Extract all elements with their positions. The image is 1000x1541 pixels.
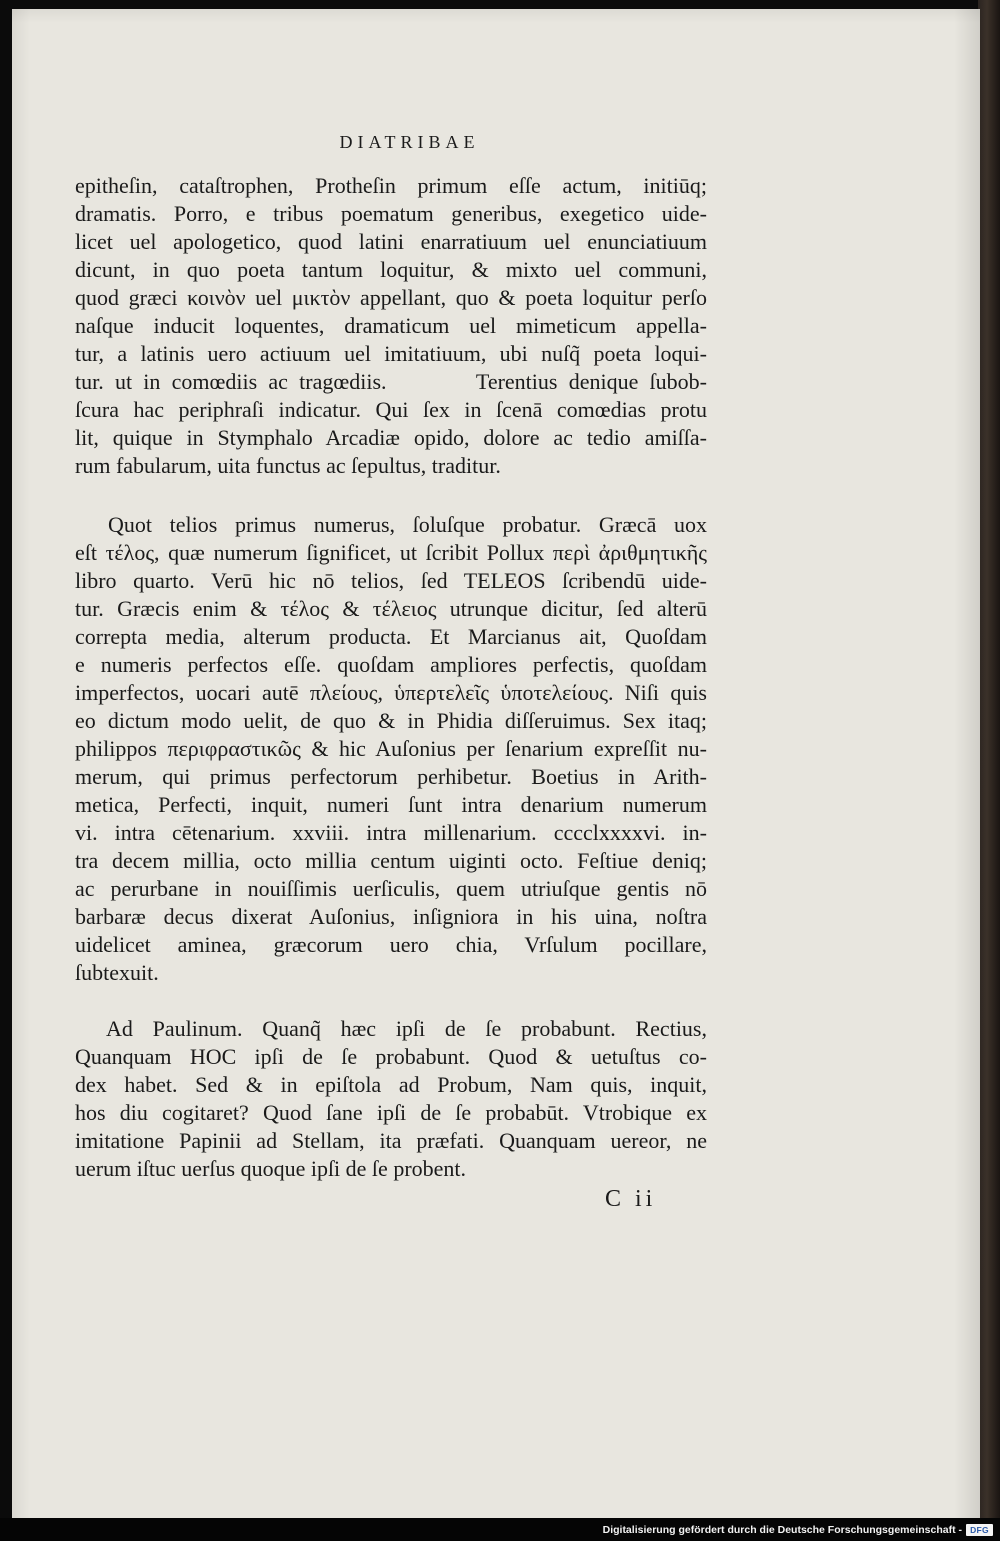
text-line-content: Quot telios primus numerus, ſoluſque probatur. Græcā uox: [108, 512, 707, 537]
text-line-content: licet uel apologetico, quod latini enarratiuum uel enunciatiuum: [75, 229, 707, 254]
text-line-content: tur. ut in comœdiis ac tragœdiis. Terentius denique ſubob-: [75, 369, 707, 394]
text-line-content: lit, quique in Stymphalo Arcadiæ opido, dolore ac tedio amiſſa-: [75, 425, 707, 450]
text-line: [75, 256, 707, 284]
text-line: [75, 340, 707, 368]
text-line-content: dex habet. Sed & in epiſtola ad Probum, Nam quis, inquit,: [75, 1072, 707, 1097]
signature-mark: C ii: [605, 1186, 657, 1212]
page-sheet: [12, 9, 980, 1518]
text-line-content: ac perurbane in nouiſſimis uerſiculis, quem utriuſque gentis nō: [75, 876, 707, 901]
text-line-content: imperfectos, uocari autē πλείους, ὑπερτελεῖς ὑποτελείους. Niſi quis: [75, 680, 707, 705]
text-line: [75, 1015, 707, 1043]
text-line-content: tra decem millia, octo millia centum uiginti octo. Feſtiue deniq;: [75, 848, 707, 873]
text-line-content: barbaræ decus dixerat Auſonius, inſigniora in his uina, noſtra: [75, 904, 707, 929]
text-line-content: ſcura hac periphraſi indicatur. Qui ſex in ſcenā comœdias protu: [75, 397, 707, 422]
text-line-content: merum, qui primus perfectorum perhibetur. Boetius in Arith-: [75, 764, 707, 789]
text-line: [75, 651, 707, 679]
text-line-content: naſque inducit loquentes, dramaticum uel mimeticum appella-: [75, 313, 707, 338]
text-line: [75, 396, 707, 424]
digitization-credit: Digitalisierung gefördert durch die Deutsche Forschungsgemeinschaft -: [602, 1524, 962, 1536]
text-line-content: quod græci κοινὸν uel μικτὸν appellant, quo & poeta loquitur perſo: [75, 285, 707, 310]
text-line: [75, 424, 707, 452]
text-line-content: dicunt, in quo poeta tantum loquitur, & mixto uel communi,: [75, 257, 707, 282]
text-line-content: libro quarto. Verū hic nō telios, ſed TELEOS ſcribendū uide-: [75, 568, 707, 593]
text-line: [75, 511, 707, 539]
text-line-content: uidelicet aminea, græcorum uero chia, Vrſulum pocillare,: [75, 932, 707, 957]
text-line: [75, 1099, 707, 1127]
text-line-content: tur. Græcis enim & τέλος & τέλειος utrunque dicitur, ſed alterū: [75, 596, 707, 621]
text-line: [75, 172, 707, 200]
text-line: [75, 228, 707, 256]
footer-band: [0, 1518, 1000, 1541]
text-line: [75, 1043, 707, 1071]
text-line-content: ſubtexuit.: [75, 960, 159, 985]
text-line: [75, 200, 707, 228]
text-line-content: correpta media, alterum producta. Et Marcianus ait, Quoſdam: [75, 624, 707, 649]
text-line: [75, 539, 707, 567]
text-line: [75, 959, 707, 987]
text-line-content: vi. intra cētenarium. xxviii. intra millenarium. cccclxxxxvi. in-: [75, 820, 707, 845]
text-line: [75, 707, 707, 735]
text-line: [75, 595, 707, 623]
text-line: [75, 1155, 707, 1183]
text-line-content: Quanquam HOC ipſi de ſe probabunt. Quod & uetuſtus co-: [75, 1044, 707, 1069]
text-line-content: metica, Perfecti, inquit, numeri ſunt intra denarium numerum: [75, 792, 707, 817]
text-line-content: imitatione Papinii ad Stellam, ita præfati. Quanquam uereor, ne: [75, 1128, 707, 1153]
book-binding-edge: [978, 0, 1000, 1518]
text-line: [75, 903, 707, 931]
text-line-content: tur, a latinis uero actiuum uel imitatiuum, ubi nuſq̃ poeta loqui-: [75, 341, 707, 366]
text-line: [75, 284, 707, 312]
text-line: [75, 452, 707, 480]
text-line: [75, 679, 707, 707]
text-line: [75, 875, 707, 903]
text-line-content: e numeris perfectos eſſe. quoſdam ampliores perfectis, quoſdam: [75, 652, 707, 677]
text-line-content: dramatis. Porro, e tribus poematum generibus, exegetico uide-: [75, 201, 707, 226]
text-line: [75, 847, 707, 875]
text-line: [75, 567, 707, 595]
text-line-content: philippos περιφραστικῶς & hic Auſonius per ſenarium expreſſit nu-: [75, 736, 707, 761]
text-line: [75, 819, 707, 847]
text-line-content: eſt τέλος, quæ numerum ſignificet, ut ſcribit Pollux περὶ ἀριθμητικῆς: [75, 540, 707, 565]
text-line: [75, 735, 707, 763]
text-line-content: epitheſin, cataſtrophen, Protheſin primum eſſe actum, initiūq;: [75, 173, 707, 198]
text-line: [75, 1071, 707, 1099]
text-line: [75, 1127, 707, 1155]
text-line: [75, 312, 707, 340]
text-line-content: uerum iſtuc uerſus quoque ipſi de ſe probent.: [75, 1156, 467, 1181]
paragraph-2: [75, 511, 707, 987]
text-line: [75, 763, 707, 791]
text-line: [75, 623, 707, 651]
running-head: DIATRIBAE: [339, 132, 480, 152]
text-line: [75, 931, 707, 959]
text-line: [75, 791, 707, 819]
dfg-logo: DFG: [966, 1524, 993, 1536]
text-line-content: rum fabularum, uita functus ac ſepultus, traditur.: [75, 453, 501, 478]
text-line-content: Ad Paulinum. Quanq̃ hæc ipſi de ſe probabunt. Rectius,: [106, 1016, 707, 1041]
paragraph-3: [75, 1015, 707, 1183]
text-line-content: hos diu cogitaret? Quod ſane ipſi de ſe probabūt. Vtrobique ex: [75, 1100, 707, 1125]
paragraph-1: [75, 172, 707, 480]
text-line: [75, 368, 707, 396]
text-line-content: eo dictum modo uelit, de quo & in Phidia diſſeruimus. Sex itaq;: [75, 708, 707, 733]
